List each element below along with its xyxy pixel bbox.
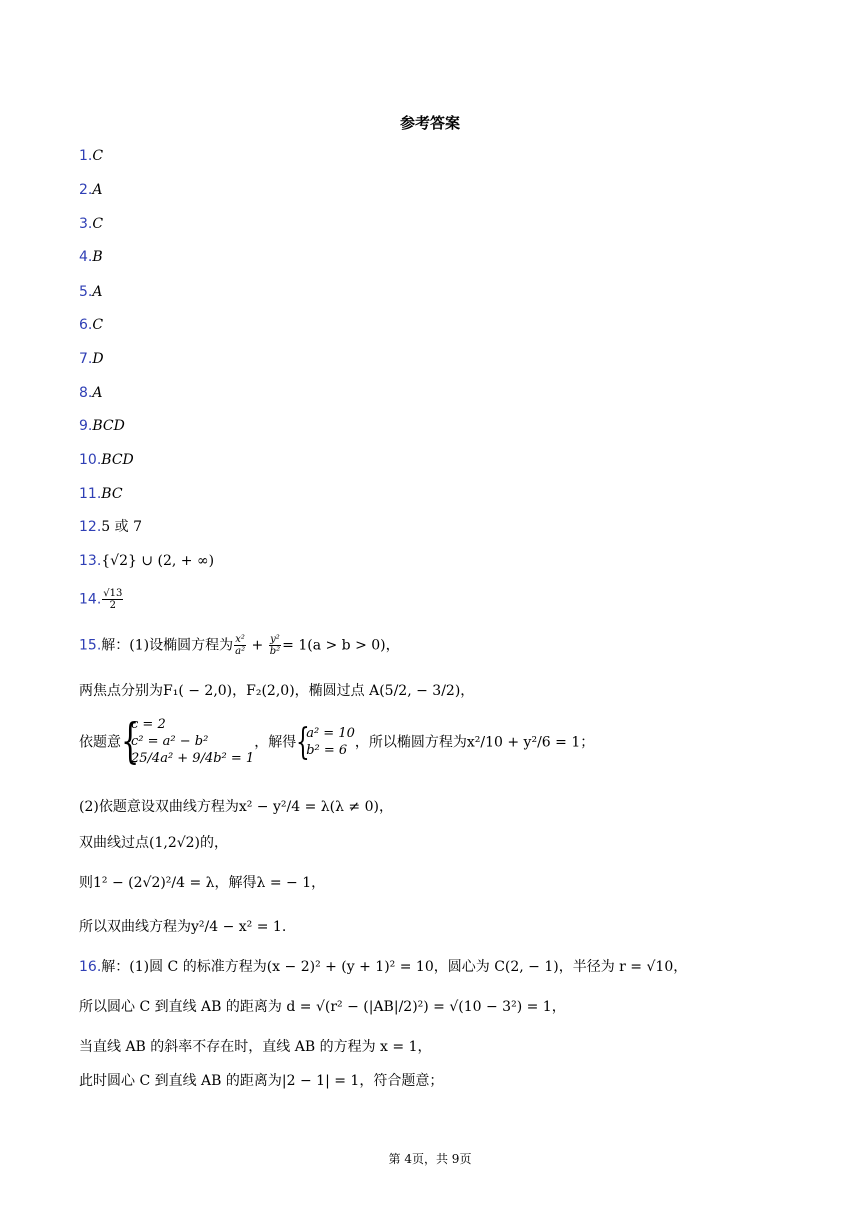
answer-number: 13. <box>79 553 102 569</box>
q15-line6: 则1² − (2√2)²/4 = λ，解得λ = − 1， <box>79 875 326 891</box>
answer-choice: C <box>92 317 104 333</box>
answer-row <box>79 449 134 471</box>
answer-number: 10. <box>79 452 102 468</box>
q16-line4: 此时圆心 C 到直线 AB 的距离为|2 − 1| = 1，符合题意； <box>79 1073 444 1089</box>
answer-text: 5 或 7 <box>101 519 142 535</box>
answer-number: 9. <box>79 418 93 434</box>
answer-number: 14. <box>79 591 102 608</box>
answer-number: 5. <box>79 284 93 300</box>
answer-number: 4. <box>79 249 93 265</box>
q15-line2: 两焦点分别为F₁( − 2,0)，F₂(2,0)，椭圆过点 A(5/2, − 3/2)， <box>79 683 475 699</box>
page-title: 参考答案 <box>399 114 460 132</box>
answer-row <box>79 213 103 235</box>
q15-line1-suffix: = 1(a > b > 0)， <box>282 637 400 654</box>
answer-row <box>79 179 102 201</box>
answer-choice: C <box>92 148 104 164</box>
q15-line3-mid: ，解得 <box>254 734 297 751</box>
answer-choice: D <box>92 351 104 367</box>
q16-line1-text: 解：(1)圆 C 的标准方程为(x − 2)² + (y + 1)² = 10，圆心为 C(2, − 1)，半径为 r = √10， <box>101 959 688 975</box>
answer-choice: B <box>92 249 103 265</box>
q15-line3-prefix: 依题意 <box>79 734 121 751</box>
answer-row <box>79 415 125 437</box>
answer-13 <box>79 550 214 572</box>
answer-choice: BC <box>101 486 123 502</box>
question-number: 16. <box>79 959 102 975</box>
answer-row <box>79 314 103 336</box>
answer-12 <box>79 516 142 538</box>
answer-number: 8. <box>79 385 93 401</box>
answer-choice: A <box>92 385 103 401</box>
fraction-denominator: 2 <box>109 600 116 611</box>
answer-number: 7. <box>79 351 93 367</box>
equation-system-2: { a² = 10 b² = 6 <box>296 721 355 763</box>
answer-number: 2. <box>79 182 93 198</box>
q15-line1: 15.解：(1)设椭圆方程为 $\frac{\text{x²}}{\text{a²}}$ + $\frac{\text{y²}}{\text{b²}}$ = 1(a > b > 0)， <box>79 634 400 657</box>
answer-row <box>79 145 103 167</box>
answer-row <box>79 281 102 303</box>
q15-line4: (2)依题意设双曲线方程为x² − y²/4 = λ(λ ≠ 0)， <box>79 799 393 815</box>
fraction-x2-a2: $\frac{\text{x²}}{\text{a²}}$ <box>235 634 246 657</box>
q15-line3 <box>79 713 595 769</box>
q15-line1-prefix: 解：(1)设椭圆方程为 <box>101 637 234 654</box>
answer-number: 6. <box>79 317 93 333</box>
answer-number: 11. <box>79 486 102 502</box>
answer-number: 3. <box>79 216 93 232</box>
q15-line5: 双曲线过点(1,2√2)的， <box>79 835 229 851</box>
answer-row <box>79 348 104 370</box>
answer-number: 1. <box>79 148 93 164</box>
fraction-y2-b2: $\frac{\text{y²}}{\text{b²}}$ <box>269 634 281 657</box>
q16-line2: 所以圆心 C 到直线 AB 的距离为 d = √(r² − (|AB|/2)²) = √(10 − 3²) = 1， <box>79 999 566 1015</box>
answer-row <box>79 246 103 268</box>
answer-fraction <box>102 588 123 611</box>
answer-choice: BCD <box>92 418 125 434</box>
page-footer: 第 4页，共 9页 <box>388 1152 472 1166</box>
answer-choice: BCD <box>101 452 134 468</box>
answer-choice: A <box>92 284 103 300</box>
answer-choice: C <box>92 216 104 232</box>
answer-choice: A <box>92 182 103 198</box>
answer-14 <box>79 588 124 611</box>
q16-line3: 当直线 AB 的斜率不存在时，直线 AB 的方程为 x = 1， <box>79 1039 432 1055</box>
equation-system-1: { c = 2 c² = a² − b² 25/4a² + 9/4b² = 1 <box>121 713 255 769</box>
question-number: 15. <box>79 637 102 654</box>
q15-line7: 所以双曲线方程为y²/4 − x² = 1. <box>79 919 287 935</box>
answer-number: 12. <box>79 519 102 535</box>
answer-row <box>79 382 102 404</box>
fraction-numerator: √13 <box>103 588 123 599</box>
q16-line1 <box>79 956 687 978</box>
answer-row <box>79 483 123 505</box>
answer-text: {√2} ∪ (2, + ∞) <box>101 553 215 569</box>
q15-line3-suffix: ，所以椭圆方程为x²/10 + y²/6 = 1； <box>354 734 595 751</box>
